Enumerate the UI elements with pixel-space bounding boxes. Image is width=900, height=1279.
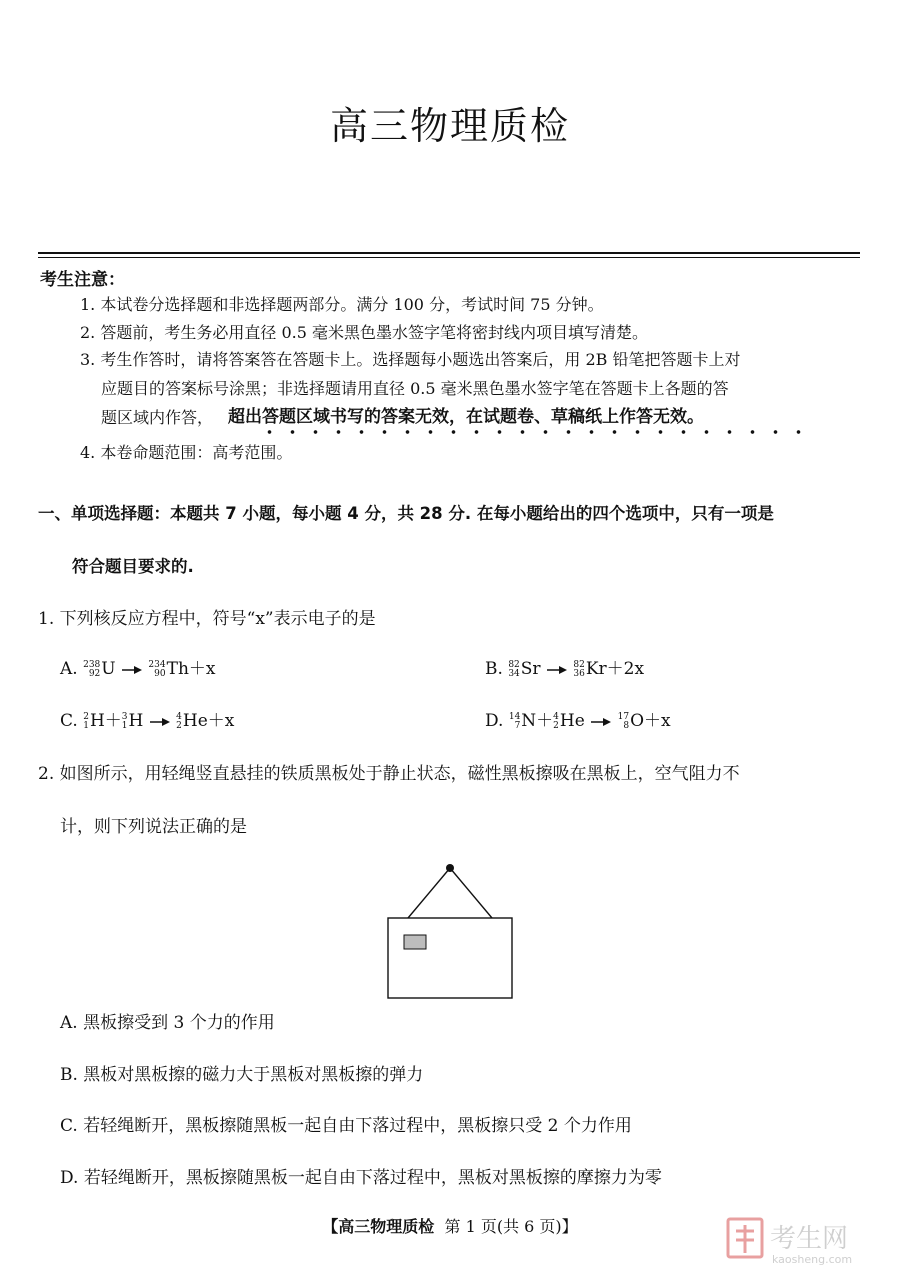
footer-page: 第 1 页(共 6 页)】 xyxy=(444,1217,578,1236)
notice-item: 题区域内作答， xyxy=(101,408,214,427)
q2-option-a: A. 黑板擦受到 3 个力的作用 xyxy=(60,1013,275,1033)
q1-option-a: A. 238 92 U 234 90 Th＋x xyxy=(60,659,216,679)
watermark-logo xyxy=(722,1213,892,1273)
watermark-icon xyxy=(728,1219,762,1257)
section-heading-cont: 符合题目要求的. xyxy=(72,557,194,576)
section-heading: 一、单项选择题：本题共 7 小题，每小题 4 分，共 28 分. 在每小题给出的四个选项中，只有一项是 xyxy=(38,504,774,523)
footer-name: 【高三物理质检 xyxy=(322,1217,435,1236)
watermark-url: kaosheng.com xyxy=(772,1253,853,1266)
rope-right xyxy=(450,868,492,918)
page-title: 高三物理质检 xyxy=(329,104,570,148)
eraser xyxy=(404,935,426,949)
question-2-stem: 2. 如图所示，用轻绳竖直悬挂的铁质黑板处于静止状态，磁性黑板擦吸在黑板上，空气阻力不 xyxy=(38,764,740,784)
watermark-brand: 考生网 xyxy=(770,1224,849,1254)
q1-option-b: B. 82 34 Sr 82 36 Kr＋2x xyxy=(485,659,645,679)
question-1-stem: 1. 下列核反应方程中，符号“x”表示电子的是 xyxy=(38,609,376,629)
q1-option-d: D. 14 7 N＋ 4 2 He 17 8 O＋x xyxy=(485,711,671,731)
q2-option-d: D. 若轻绳断开，黑板擦随黑板一起自由下落过程中，黑板对黑板擦的摩擦力为零 xyxy=(60,1168,662,1188)
notice-item: 4. 本卷命题范围：高考范围。 xyxy=(80,443,293,462)
notice-emphasis: 超出答题区域书写的答案无效，在试题卷、草稿纸上作答无效。 xyxy=(228,407,704,427)
notice-item: 3. 考生作答时，请将答案答在答题卡上。选择题每小题选出答案后，用 2B 铅笔把答题卡上对 xyxy=(80,350,741,369)
reaction-arrow-icon xyxy=(546,665,568,675)
notice-item: 应题目的答案标号涂黑；非选择题请用直径 0.5 毫米黑色墨水签字笔在答题卡上各题的答 xyxy=(101,379,729,398)
reaction-arrow-icon xyxy=(121,665,143,675)
q2-option-b: B. 黑板对黑板擦的磁力大于黑板对黑板擦的弹力 xyxy=(60,1065,424,1085)
emphasis-dots xyxy=(258,428,818,436)
rope-left xyxy=(408,868,450,918)
header-rule xyxy=(38,252,860,254)
reaction-arrow-icon xyxy=(149,717,171,727)
blackboard-diagram xyxy=(380,858,520,1003)
notice-heading: 考生注意： xyxy=(40,270,125,290)
q2-option-c: C. 若轻绳断开，黑板擦随黑板一起自由下落过程中，黑板擦只受 2 个力作用 xyxy=(60,1116,632,1136)
reaction-arrow-icon xyxy=(590,717,612,727)
q1-option-c: C. 2 1 H＋ 3 1 H 4 2 He＋x xyxy=(60,711,235,731)
hanging-nail xyxy=(446,864,454,872)
header-rule-thin xyxy=(38,257,860,258)
notice-item: 1. 本试卷分选择题和非选择题两部分。满分 100 分，考试时间 75 分钟。 xyxy=(80,295,604,314)
blackboard xyxy=(388,918,512,998)
question-2-stem-cont: 计，则下列说法正确的是 xyxy=(60,817,247,837)
notice-item: 2. 答题前，考生务必用直径 0.5 毫米黑色墨水签字笔将密封线内项目填写清楚。 xyxy=(80,323,648,342)
